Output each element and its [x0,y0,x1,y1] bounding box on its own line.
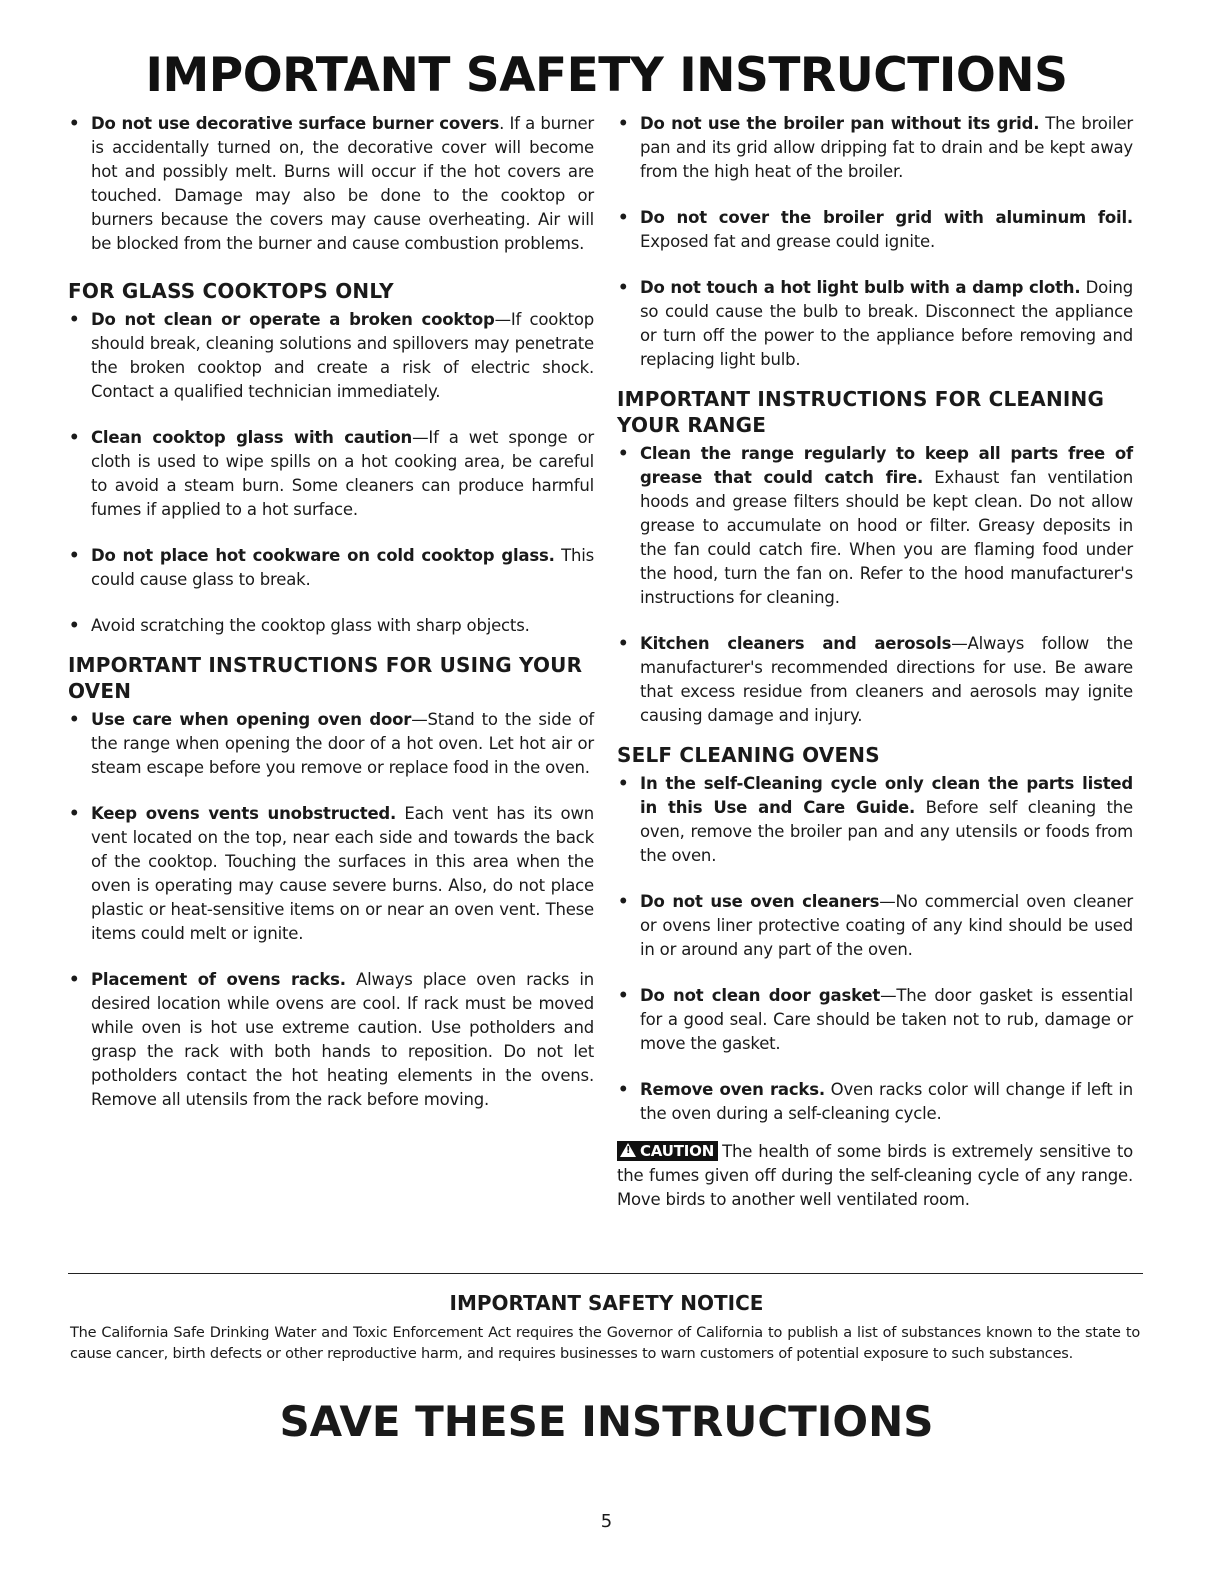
caution-text: The health of some birds is extremely sensitive to the fumes given off during the self-cleaning cycle of any range. Move birds to another well ventilated room. [617,1142,1133,1209]
section-heading: SELF CLEANING OVENS [617,743,880,767]
list-item: • In the self-Cleaning cycle only clean the parts listed in this Use and Care Guide. Before self cleaning the oven, remove the broiler pan and any utensils or foods from the oven. [618,774,1133,865]
page-number: 5 [600,1511,613,1532]
save-instructions-title: SAVE THESE INSTRUCTIONS [279,1397,934,1446]
notice-text: The California Safe Drinking Water and Toxic Enforcement Act requires the Governor of California to publish a list of substances known to the state to cause cancer, birth defects or other reproductive harm, and requires businesses to warn customers of potential exposure to such substances. [70,1325,1140,1362]
list-item: • Do not touch a hot light bulb with a damp cloth. Doing so could cause the bulb to break. Disconnect the appliance or turn off the power to the appliance before removing and replacing light bulb. [618,278,1133,369]
list-item: • Do not clean door gasket—The door gasket is essential for a good seal. Care should be taken not to rub, damage or move the gasket. [618,986,1133,1053]
notice-title: IMPORTANT SAFETY NOTICE [449,1291,764,1315]
list-item: • Clean cooktop glass with caution—If a wet sponge or cloth is used to wipe spills on a hot cooking area, be careful to avoid a steam burn. Some cleaners can produce harmful fumes if applied to a hot surface. [69,428,594,519]
list-item: • Kitchen cleaners and aerosols—Always follow the manufacturer's recommended directions for use. Be aware that excess residue from cleaners and aerosols may ignite causing damage and injury. [618,634,1133,725]
list-item: • Keep ovens vents unobstructed. Each vent has its own vent located on the top, near each side and towards the back of the cooktop. Touching the surfaces in this area when the oven is operating may cause severe burns. Also, do not place plastic or heat-sensitive items on or near an oven vent. These items could melt or ignite. [69,804,594,943]
list-item: • Do not use oven cleaners—No commercial oven cleaner or ovens liner protective coating of any kind should be used in or around any part of the oven. [618,892,1134,959]
divider [68,1273,1143,1274]
section-heading: FOR GLASS COOKTOPS ONLY [68,279,394,303]
list-item: • Remove oven racks. Oven racks color will change if left in the oven during a self-cleaning cycle. [618,1080,1134,1123]
list-item: • Do not cover the broiler grid with aluminum foil. Exposed fat and grease could ignite. [618,208,1133,251]
caution-badge: ! CAUTION [617,1141,718,1161]
list-item: • Do not clean or operate a broken cooktop—If cooktop should break, cleaning solutions and spillovers may penetrate the broken cooktop and create a risk of electric shock. Contact a qualified technician immediately. [69,310,594,401]
list-item: • Do not use decorative surface burner covers. If a burner is accidentally turned on, the decorative cover will become hot and possibly melt. Burns will occur if the hot covers are touched. Damage may also be done to the cooktop or burners because the covers may cause overheating. Air will be blocked from the burner and cause combustion problems. [69,114,594,253]
list-item: • Use care when opening oven door—Stand to the side of the range when opening the door of a hot oven. Let hot air or steam escape before you remove or replace food in the oven. [69,710,594,777]
list-item: • Do not use the broiler pan without its grid. The broiler pan and its grid allow dripping fat to drain and be kept away from the high heat of the broiler. [618,114,1133,181]
list-item: • Avoid scratching the cooktop glass with sharp objects. [69,616,530,635]
list-item: • Do not place hot cookware on cold cooktop glass. This could cause glass to break. [69,546,594,589]
list-item: • Clean the range regularly to keep all parts free of grease that could catch fire. Exhaust fan ventilation hoods and grease filters should be kept clean. Do not allow grease to accumulate on hood or filter. Greasy deposits in the fan could catch fire. When you are flaming food under the hood, turn the fan on. Refer to the hood manufacturer's instructions for cleaning. [618,444,1133,607]
right-column [617,112,1133,1212]
warning-triangle-icon: ! [620,1143,636,1157]
caution-note [617,1140,1133,1212]
page-title: IMPORTANT SAFETY INSTRUCTIONS [145,48,1068,103]
section-heading: IMPORTANT INSTRUCTIONS FOR USING YOUR OVEN [68,653,583,703]
section-heading: IMPORTANT INSTRUCTIONS FOR CLEANING YOUR RANGE [617,387,1105,437]
left-column [68,112,594,1134]
list-item: • Placement of ovens racks. Always place oven racks in desired location while ovens are cool. If rack must be moved while oven is hot use extreme caution. Use potholders and grasp the rack with both hands to reposition. Do not let potholders contact the hot heating elements in the ovens. Remove all utensils from the rack before moving. [69,970,594,1109]
